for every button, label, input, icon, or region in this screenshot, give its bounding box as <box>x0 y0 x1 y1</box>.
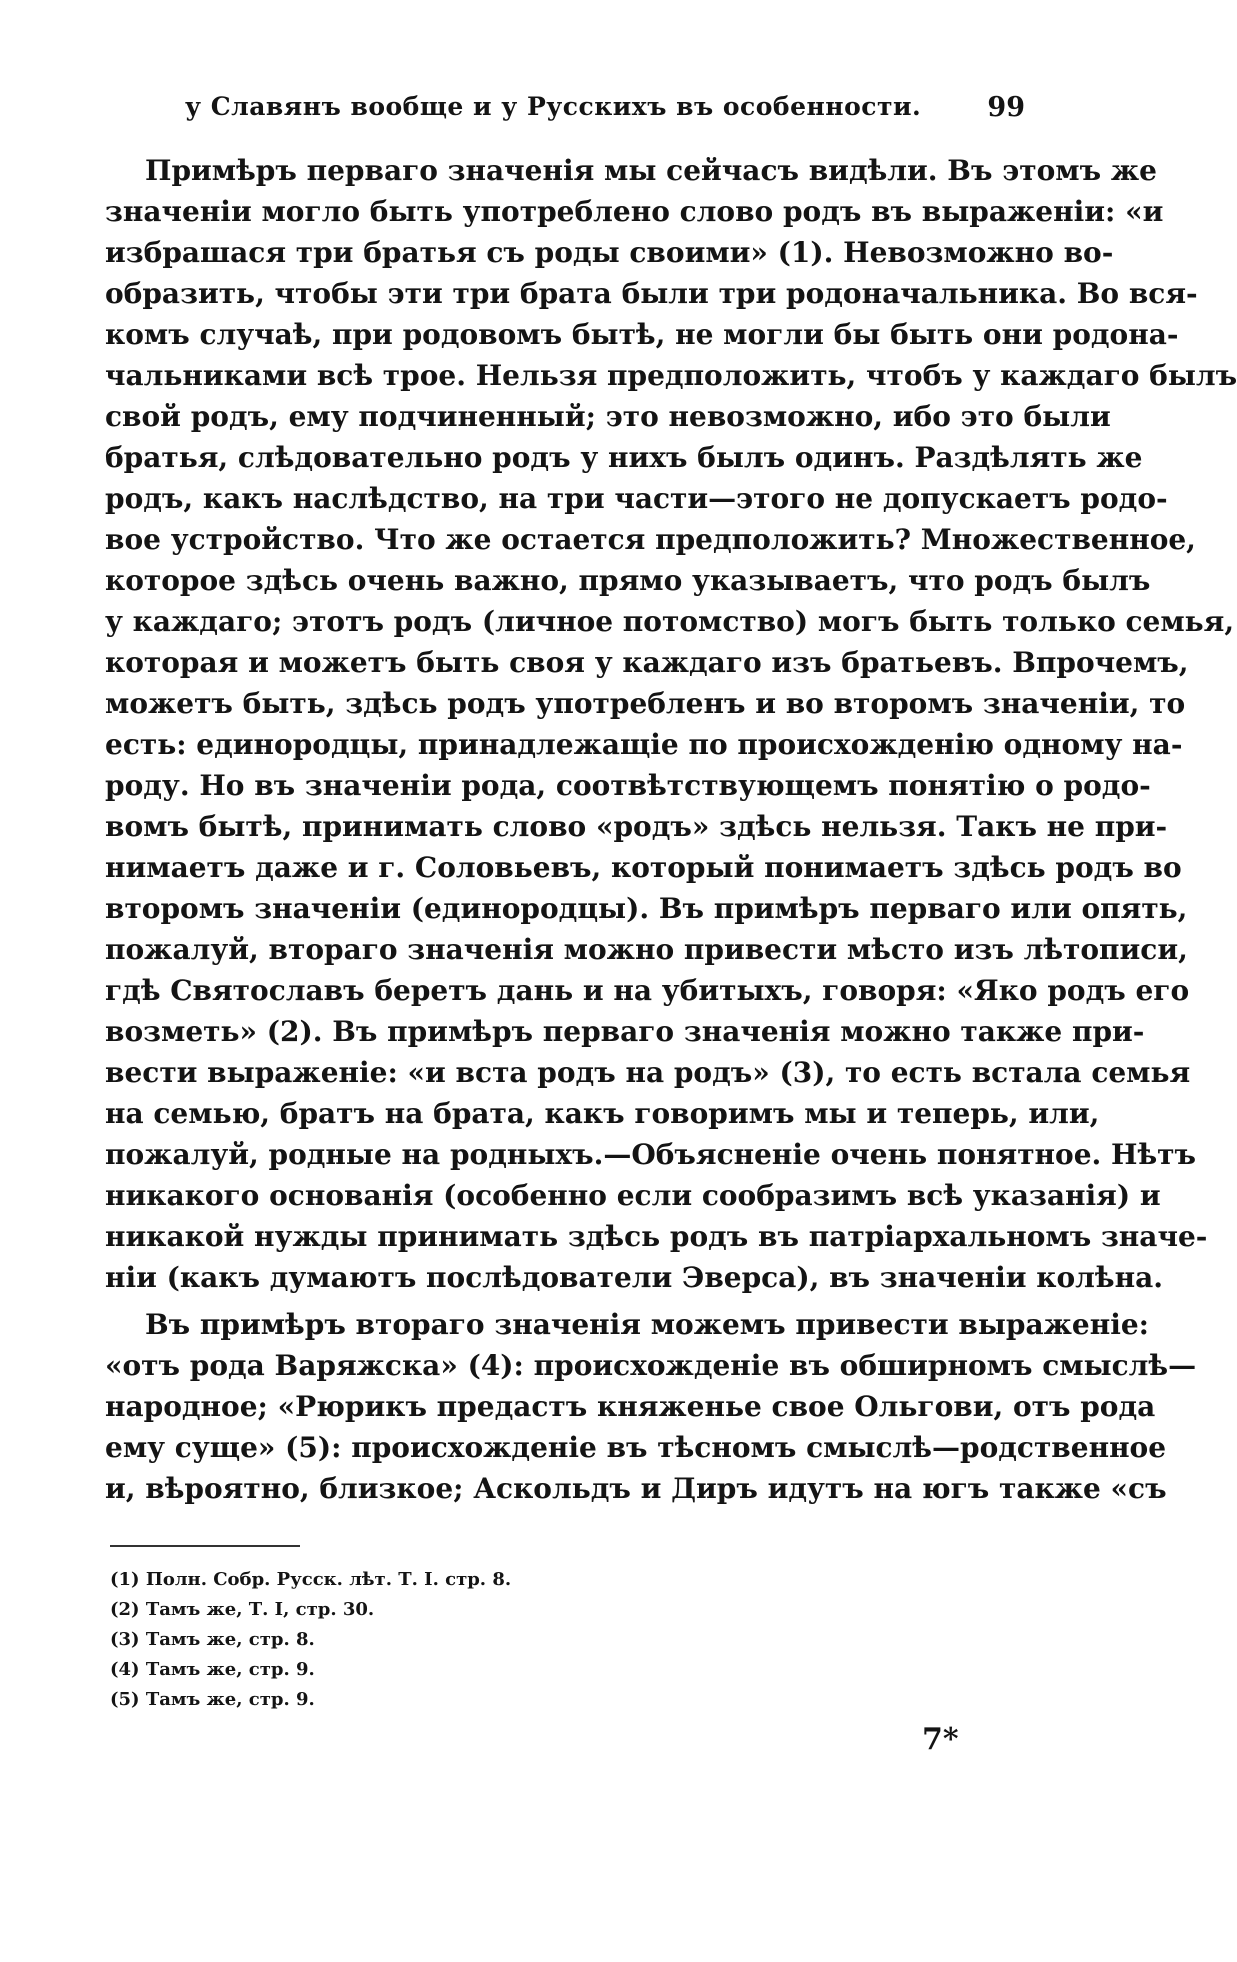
text-line: которая и можетъ быть своя у каждаго изъ братьевъ. Впрочемъ, <box>105 646 1189 679</box>
text-line: ніи (какъ думаютъ послѣдователи Эверса), въ значеніи колѣна. <box>105 1261 1163 1294</box>
text-line: роду. Но въ значеніи рода, соотвѣтствующемъ понятію о родо- <box>105 769 1151 802</box>
running-title: у Славянъ вообще и у Русскихъ въ особенности. <box>185 92 922 121</box>
text-line: никакой нужды принимать здѣсь родъ въ патріархальномъ значе- <box>105 1220 1208 1253</box>
text-line: можетъ быть, здѣсь родъ употребленъ и во второмъ значеніи, то <box>105 687 1186 720</box>
footnote: (1) Полн. Собр. Русск. лѣт. Т. І. стр. 8. <box>110 1569 512 1590</box>
text-line: Въ примѣръ втораго значенія можемъ привести выраженіе: <box>145 1308 1149 1341</box>
footnote: (2) Тамъ же, Т. І, стр. 30. <box>110 1599 375 1620</box>
text-line: пожалуй, родные на родныхъ.—Объясненіе очень понятное. Нѣтъ <box>105 1138 1197 1171</box>
text-line: на семью, братъ на брата, какъ говоримъ мы и теперь, или, <box>105 1097 1100 1130</box>
text-line: вомъ бытѣ, принимать слово «родъ» здѣсь нельзя. Такъ не при- <box>105 810 1168 843</box>
footnote: (3) Тамъ же, стр. 8. <box>110 1629 315 1650</box>
text-line: братья, слѣдовательно родъ у нихъ былъ одинъ. Раздѣлять же <box>105 441 1143 474</box>
text-line: вести выраженіе: «и вста родъ на родъ» (3), то есть встала семья <box>105 1056 1191 1089</box>
text-line: родъ, какъ наслѣдство, на три части—этого не допускаетъ родо- <box>105 482 1168 515</box>
text-line: никакого основанія (особенно если сообразимъ всѣ указанія) и <box>105 1179 1161 1212</box>
footnotes <box>110 1565 810 1715</box>
text-line: комъ случаѣ, при родовомъ бытѣ, не могли бы быть они родона- <box>105 318 1179 351</box>
text-line: которое здѣсь очень важно, прямо указываетъ, что родъ былъ <box>105 564 1151 597</box>
text-line: чальниками всѣ трое. Нельзя предположить, чтобъ у каждаго былъ <box>105 359 1237 392</box>
text-line: гдѣ Святославъ беретъ дань и на убитыхъ, говоря: «Яко родъ его <box>105 974 1190 1007</box>
text-line: нимаетъ даже и г. Соловьевъ, который понимаетъ здѣсь родъ во <box>105 851 1182 884</box>
page-number: 99 <box>987 92 1025 123</box>
signature-mark: 7* <box>922 1722 959 1757</box>
text-line: образить, чтобы эти три брата были три родоначальника. Во вся- <box>105 277 1198 310</box>
running-head <box>185 92 1025 132</box>
text-line: есть: единородцы, принадлежащіе по происхожденію одному на- <box>105 728 1183 761</box>
text-line: Примѣръ перваго значенія мы сейчасъ видѣли. Въ этомъ же <box>145 154 1157 187</box>
text-line: свой родъ, ему подчиненный; это невозможно, ибо это были <box>105 400 1111 433</box>
body-text <box>105 150 1237 1509</box>
text-line: значеніи могло быть употреблено слово родъ въ выраженіи: «и <box>105 195 1164 228</box>
text-line: у каждаго; этотъ родъ (личное потомство) могъ быть только семья, <box>105 605 1235 638</box>
text-line: пожалуй, втораго значенія можно привести мѣсто изъ лѣтописи, <box>105 933 1188 966</box>
footnote: (4) Тамъ же, стр. 9. <box>110 1659 315 1680</box>
footnote: (5) Тамъ же, стр. 9. <box>110 1689 315 1710</box>
text-line: ему суще» (5): происхожденіе въ тѣсномъ смыслѣ—родственное <box>105 1431 1167 1464</box>
text-line: избрашася три братья съ роды своими» (1). Невозможно во- <box>105 236 1114 269</box>
footnote-rule <box>110 1545 300 1547</box>
text-line: возметь» (2). Въ примѣръ перваго значенія можно также при- <box>105 1015 1145 1048</box>
text-line: вое устройство. Что же остается предположить? Множественное, <box>105 523 1196 556</box>
text-line: и, вѣроятно, близкое; Аскольдъ и Диръ идутъ на югъ также «съ <box>105 1472 1167 1505</box>
text-line: народное; «Рюрикъ предастъ княженье свое Ольгови, отъ рода <box>105 1390 1156 1423</box>
text-line: второмъ значеніи (единородцы). Въ примѣръ перваго или опять, <box>105 892 1188 925</box>
text-line: «отъ рода Варяжска» (4): происхожденіе въ обширномъ смыслѣ— <box>105 1349 1197 1382</box>
